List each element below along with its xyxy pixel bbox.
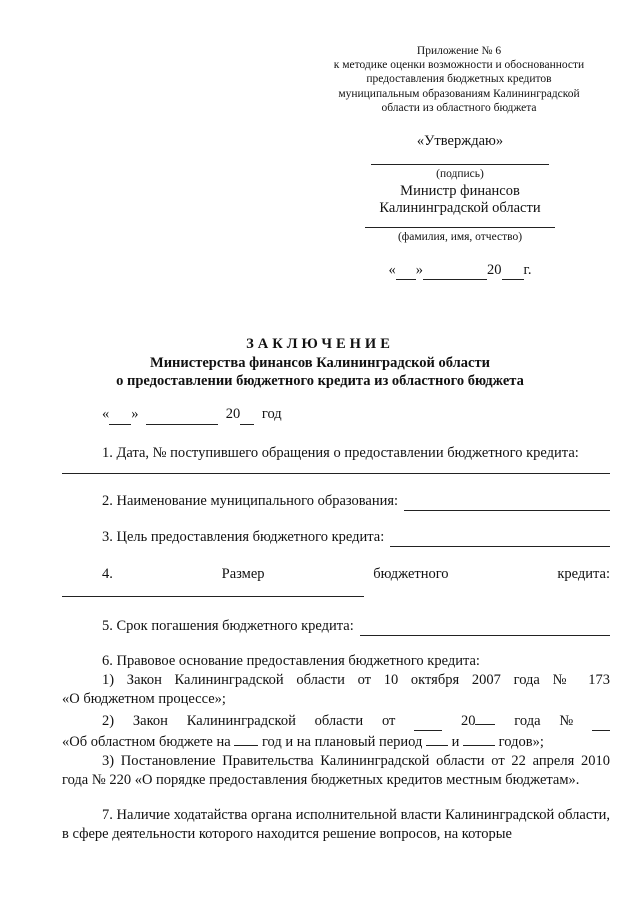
item-6-3: 3) Постановление Правительства Калининградской области от 22 апреля 2010 года № 220 «О порядке предоставления бюджетных кредитов местным бюджетам».	[62, 753, 610, 788]
item-4-word: бюджетного	[373, 566, 449, 582]
number-blank	[592, 715, 610, 731]
item-6-2-word: Калининградской	[186, 713, 296, 729]
item-3-text: 3. Цель предоставления бюджетного кредита:	[102, 529, 385, 545]
date-open-quote: «	[102, 406, 110, 422]
item-6-2-text: «Об областном бюджете на	[62, 734, 231, 750]
item-4-word: Размер	[221, 566, 265, 582]
item-6-1-line2: «О бюджетном процессе»;	[62, 691, 226, 707]
item-6-1-line1: 1) Закон Калининградской области от 10 октября 2007 года № 173	[102, 672, 610, 688]
item-6-2-word: 20	[460, 713, 476, 729]
year-blank	[463, 731, 495, 746]
item-6-2-word: области	[314, 713, 364, 729]
approval-date	[330, 262, 590, 280]
appendix-line: области из областного бюджета	[381, 101, 537, 114]
title-line2: Министерства финансов Калининградской области	[150, 355, 490, 371]
item-4	[102, 565, 610, 584]
year-blank	[426, 731, 448, 746]
approval-heading: «Утверждаю»	[416, 133, 504, 149]
item-4-word: кредита:	[557, 566, 610, 582]
day-blank	[109, 405, 131, 425]
item-4-word: 4.	[102, 566, 113, 582]
item-7: 7. Наличие ходатайства органа исполнительной власти Калининградской области, в сфере деятельности которого находится решение вопросов, на которые	[62, 807, 610, 842]
date-blank	[414, 715, 442, 731]
date-open-quote: «	[388, 262, 396, 278]
appendix-header	[300, 44, 618, 115]
year-blank	[240, 405, 254, 425]
item-6-2-word: №	[559, 713, 574, 729]
position-line1: Министр финансов	[400, 183, 520, 199]
item-2-text: 2. Наименование муниципального образования:	[102, 493, 399, 509]
conclusion-date	[102, 405, 282, 425]
item-6-2-word: 2)	[102, 713, 115, 729]
appendix-line: предоставления бюджетных кредитов	[366, 73, 552, 86]
item-6-2-word: от	[381, 713, 396, 729]
name-line	[365, 227, 555, 228]
item-6-2-word: Закон	[132, 713, 168, 729]
appendix-line: Приложение № 6	[416, 45, 502, 57]
item-5	[102, 617, 610, 636]
document-title	[0, 334, 640, 390]
item-6-heading: 6. Правовое основание предоставления бюджетного кредита:	[102, 653, 480, 669]
date-year: 20	[225, 406, 241, 422]
item-3-fill-line	[390, 531, 610, 547]
appendix-line: к методике оценки возможности и обоснованности	[333, 59, 585, 72]
date-close-quote: »	[415, 262, 424, 278]
appendix-line: муниципальным образованиям Калининградской	[338, 87, 580, 100]
month-blank	[146, 405, 218, 425]
item-3	[102, 528, 610, 547]
item-2-fill-line	[404, 495, 610, 511]
date-suffix: год	[261, 406, 282, 422]
date-close-quote: »	[131, 406, 139, 422]
date-suffix: г.	[523, 262, 532, 278]
item-5-fill-line	[360, 620, 610, 636]
item-6-2-word: года	[514, 713, 541, 729]
item-6-2-line2	[62, 731, 610, 752]
item-1-fill-line	[62, 463, 610, 474]
signature-caption: (подпись)	[436, 168, 484, 180]
year-blank	[475, 709, 495, 725]
signature-line	[371, 164, 549, 165]
position-line2: Калининградской области	[379, 200, 541, 216]
item-6	[62, 652, 610, 790]
year-blank	[502, 262, 524, 280]
item-6-2-line1	[62, 709, 610, 731]
day-blank	[396, 262, 416, 280]
item-6-2-text: годов»;	[498, 734, 544, 750]
item-4-fill-line	[62, 596, 364, 597]
item-2	[102, 492, 610, 511]
month-blank	[423, 262, 487, 280]
item-6-2-text: год и на плановый период	[261, 734, 423, 750]
name-caption: (фамилия, имя, отчество)	[397, 231, 523, 243]
item-1	[62, 444, 610, 474]
title-line3: о предоставлении бюджетного кредита из областного бюджета	[116, 373, 524, 389]
year-blank	[234, 731, 258, 746]
item-5-text: 5. Срок погашения бюджетного кредита:	[102, 618, 354, 634]
approval-block	[330, 133, 590, 280]
title-main: ЗАКЛЮЧЕНИЕ	[246, 336, 394, 352]
item-1-text: 1. Дата, № поступившего обращения о предоставлении бюджетного кредита:	[102, 445, 579, 461]
item-6-2-text: и	[451, 734, 460, 750]
date-year: 20	[487, 262, 502, 278]
